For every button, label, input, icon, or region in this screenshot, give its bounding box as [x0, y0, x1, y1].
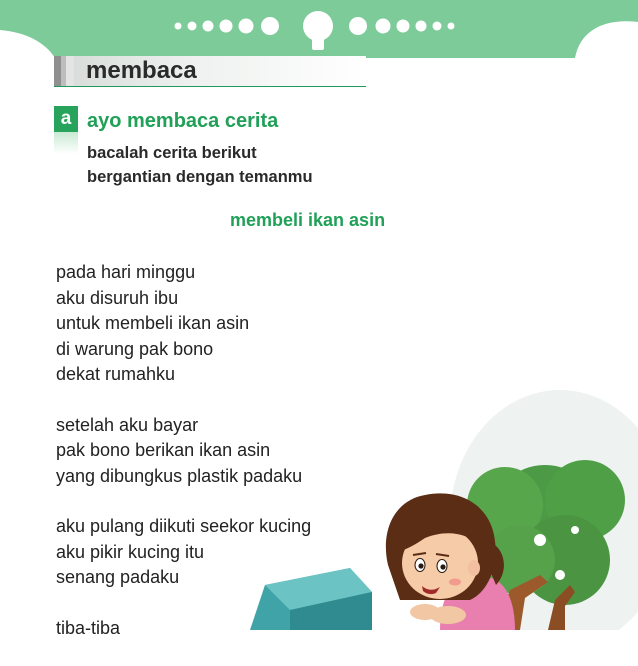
activity-badge-stripe	[54, 132, 78, 154]
story-line: senang padaku	[56, 567, 180, 587]
instruction-line: bergantian dengan temanmu	[87, 168, 313, 186]
section-accent-marker	[54, 56, 74, 86]
header-dot-band	[0, 0, 638, 58]
story-stanza	[56, 413, 416, 490]
tree-icon	[467, 460, 625, 630]
story-stanza	[56, 514, 416, 591]
story-line: pada hari minggu	[56, 262, 196, 282]
story-line: yang dibungkus plastik padaku	[56, 465, 303, 486]
story-line: aku pikir kucing itu	[56, 541, 205, 562]
story-line: untuk membeli ikan asin	[56, 313, 250, 333]
story-title: membeli ikan asin	[230, 210, 386, 230]
section-title: membaca	[86, 57, 197, 84]
activity-title: ayo membaca cerita	[87, 110, 279, 132]
activity-badge: a	[54, 106, 78, 132]
story-line: di warung pak bono	[56, 338, 214, 359]
story-stanza	[56, 616, 416, 642]
story-line: aku pulang diikuti seekor kucing	[56, 516, 312, 536]
instruction-line: bacalah cerita berikut	[87, 144, 257, 162]
story-line: aku disuruh ibu	[56, 287, 179, 308]
story-text	[56, 260, 416, 666]
story-line: pak bono berikan ikan asin	[56, 440, 271, 460]
story-line: tiba-tiba	[56, 617, 121, 638]
story-line: dekat rumahku	[56, 364, 176, 384]
story-line: setelah aku bayar	[56, 414, 199, 435]
story-stanza	[56, 260, 416, 388]
